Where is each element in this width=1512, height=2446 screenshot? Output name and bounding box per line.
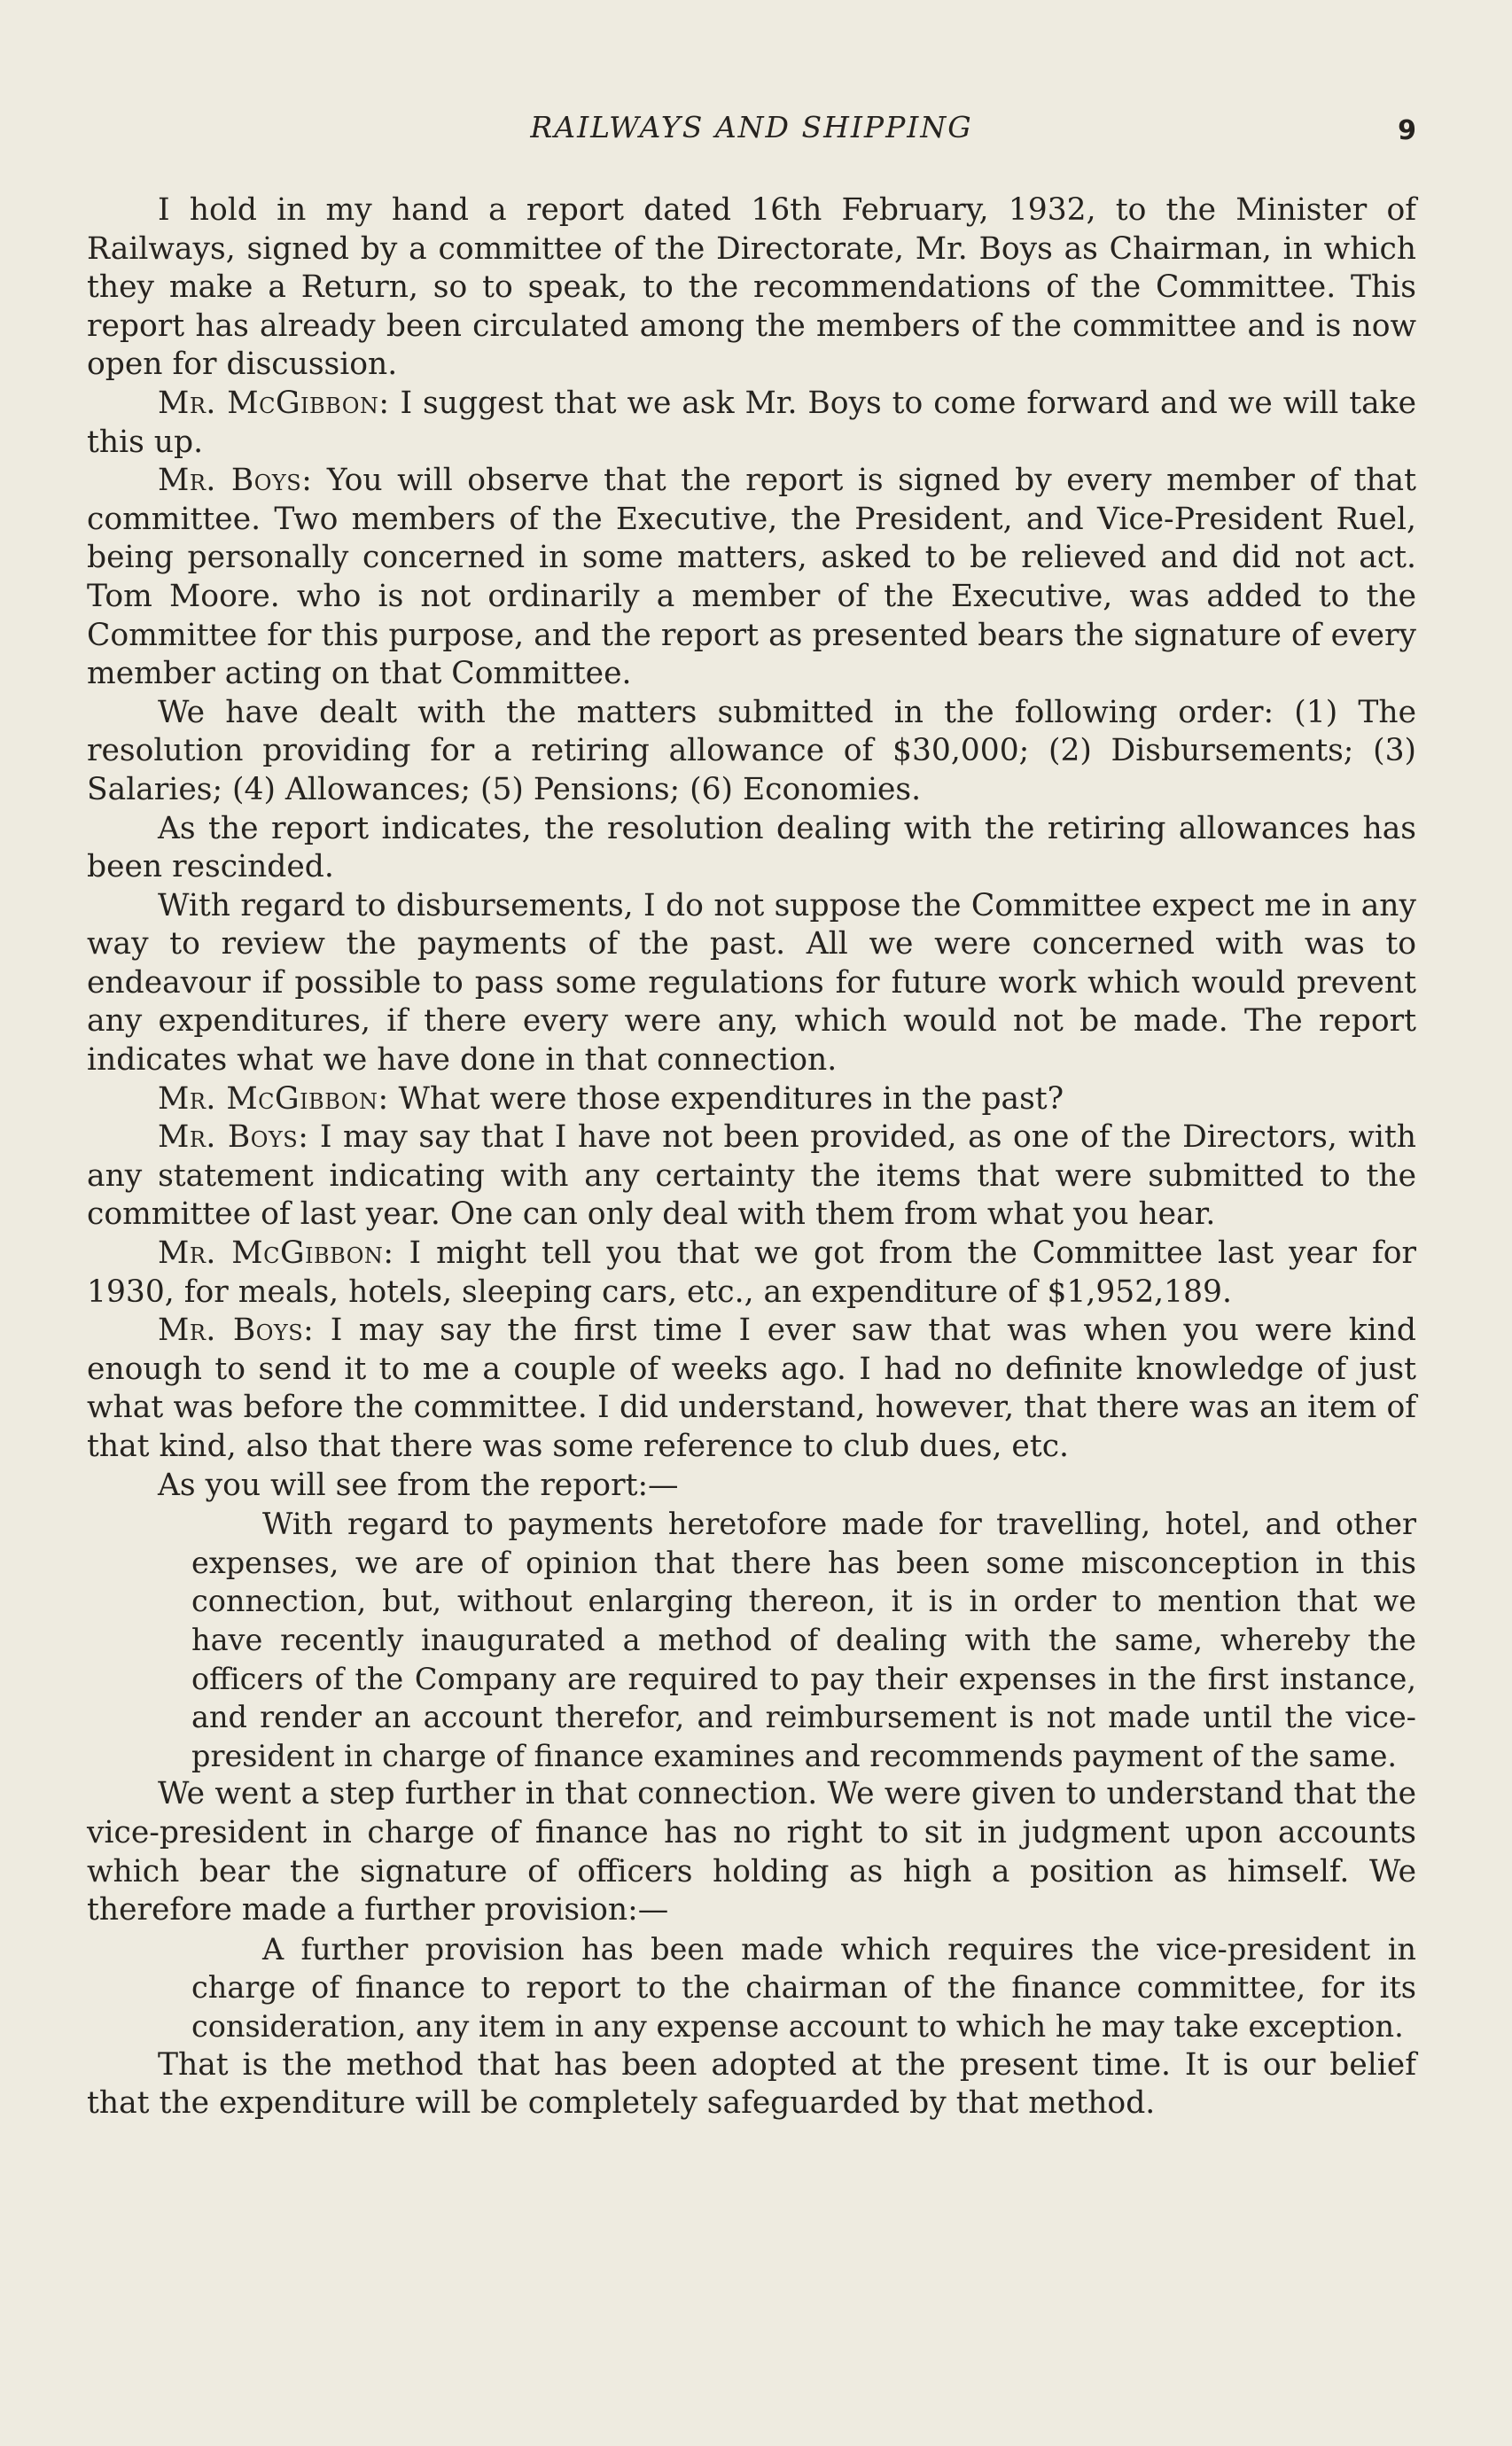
running-title: RAILWAYS AND SHIPPING [530,110,973,144]
paragraph: We have dealt with the matters submitted in the following order: (1) The resolution providing for a retiring allowance of $30,000; (2) Disbursements; (3) Salaries; (4) Allowances; (5) Pensions; (6) Economies. [87,694,1416,807]
paragraph: That is the method that has been adopted at the present time. It is our belief that the expenditure will be completely safeguarded by that method. [87,2046,1416,2122]
paragraph: As you will see from the report:— [158,1467,679,1503]
paragraph: Mr. Boys: I may say the first time I ever saw that was when you were kind enough to send it to me a couple of weeks ago. I had no definite knowledge of just what was before the committee. I did understand, however, that there was an item of that kind, also that there was some reference to club dues, etc. [87,1313,1416,1464]
running-header [87,106,1416,160]
block-quote: With regard to payments heretofore made for travelling, hotel, and other expenses, we are of opinion that there has been some misconception in this connection, but, without enlarging thereon, it is in order to mention that we have recently inaugurated a method of dealing with the same, whereby the officers of the Company are required to pay their expenses in the first instance, and render an account therefor, and reimbursement is not made until the vice-president in charge of finance examines and recommends payment of the same. [191,1507,1416,1773]
speaker-name: Mr. Boys: [158,1313,315,1349]
paragraph: As the report indicates, the resolution dealing with the retiring allowances has been rescinded. [87,810,1416,885]
paragraph: I hold in my hand a report dated 16th February, 1932, to the Minister of Railways, signed by a committee of the Directorate, Mr. Boys as Chairman, in which they make a Return, so to speak, to the recommendations of the Committee. This report has already been circulated among the members of the committee and is now open for discussion. [87,192,1416,383]
paragraph: Mr. McGibbon: I might tell you that we got from the Committee last year for 1930, for meals, hotels, sleeping cars, etc., an expenditure of $1,952,189. [87,1235,1417,1310]
paragraph: Mr. Boys: I may say that I have not been provided, as one of the Directors, with any statement indicating with any certainty the items that were submitted to the committee of last year. One can only deal with them from what you hear. [87,1119,1416,1233]
speaker-name: Mr. Boys: [158,463,313,499]
speaker-name: Mr. McGibbon: [158,385,390,421]
paragraph: We went a step further in that connection. We were given to understand that the vice-president in charge of finance has no right to sit in judgment upon accounts which bear the signature of officers holding as high a position as himself. We therefore made a further provision:— [87,1776,1416,1928]
speaker-name: Mr. McGibbon: [158,1080,389,1117]
paragraph: Mr. McGibbon: What were those expenditures in the past? [158,1080,1064,1117]
document-page [87,106,1416,2123]
page-number: 9 [1398,115,1416,146]
speaker-name: Mr. McGibbon: [158,1235,394,1272]
paragraph: Mr. Boys: You will observe that the report is signed by every member of that committee. Two members of the Executive, the President, and Vice-President Ruel, being personally concerned in some matters, asked to be relieved and did not act. Tom Moore. who is not ordinarily a member of the Executive, was added to the Committee for this purpose, and the report as presented bears the signature of every member acting on that Committee. [87,463,1416,692]
speaker-name: Mr. Boys: [158,1119,309,1156]
paragraph: Mr. McGibbon: I suggest that we ask Mr. Boys to come forward and we will take this up. [87,385,1417,460]
body-text [87,191,1416,2123]
paragraph: With regard to disbursements, I do not suppose the Committee expect me in any way to review the payments of the past. All we were concerned with was to endeavour if possible to pass some regulations for future work which would prevent any expenditures, if there every were any, which would not be made. The report indicates what we have done in that connection. [87,887,1416,1079]
block-quote: A further provision has been made which requires the vice-president in charge of finance to report to the chairman of the finance committee, for its consideration, any item in any expense account to which he may take exception. [191,1931,1416,2044]
